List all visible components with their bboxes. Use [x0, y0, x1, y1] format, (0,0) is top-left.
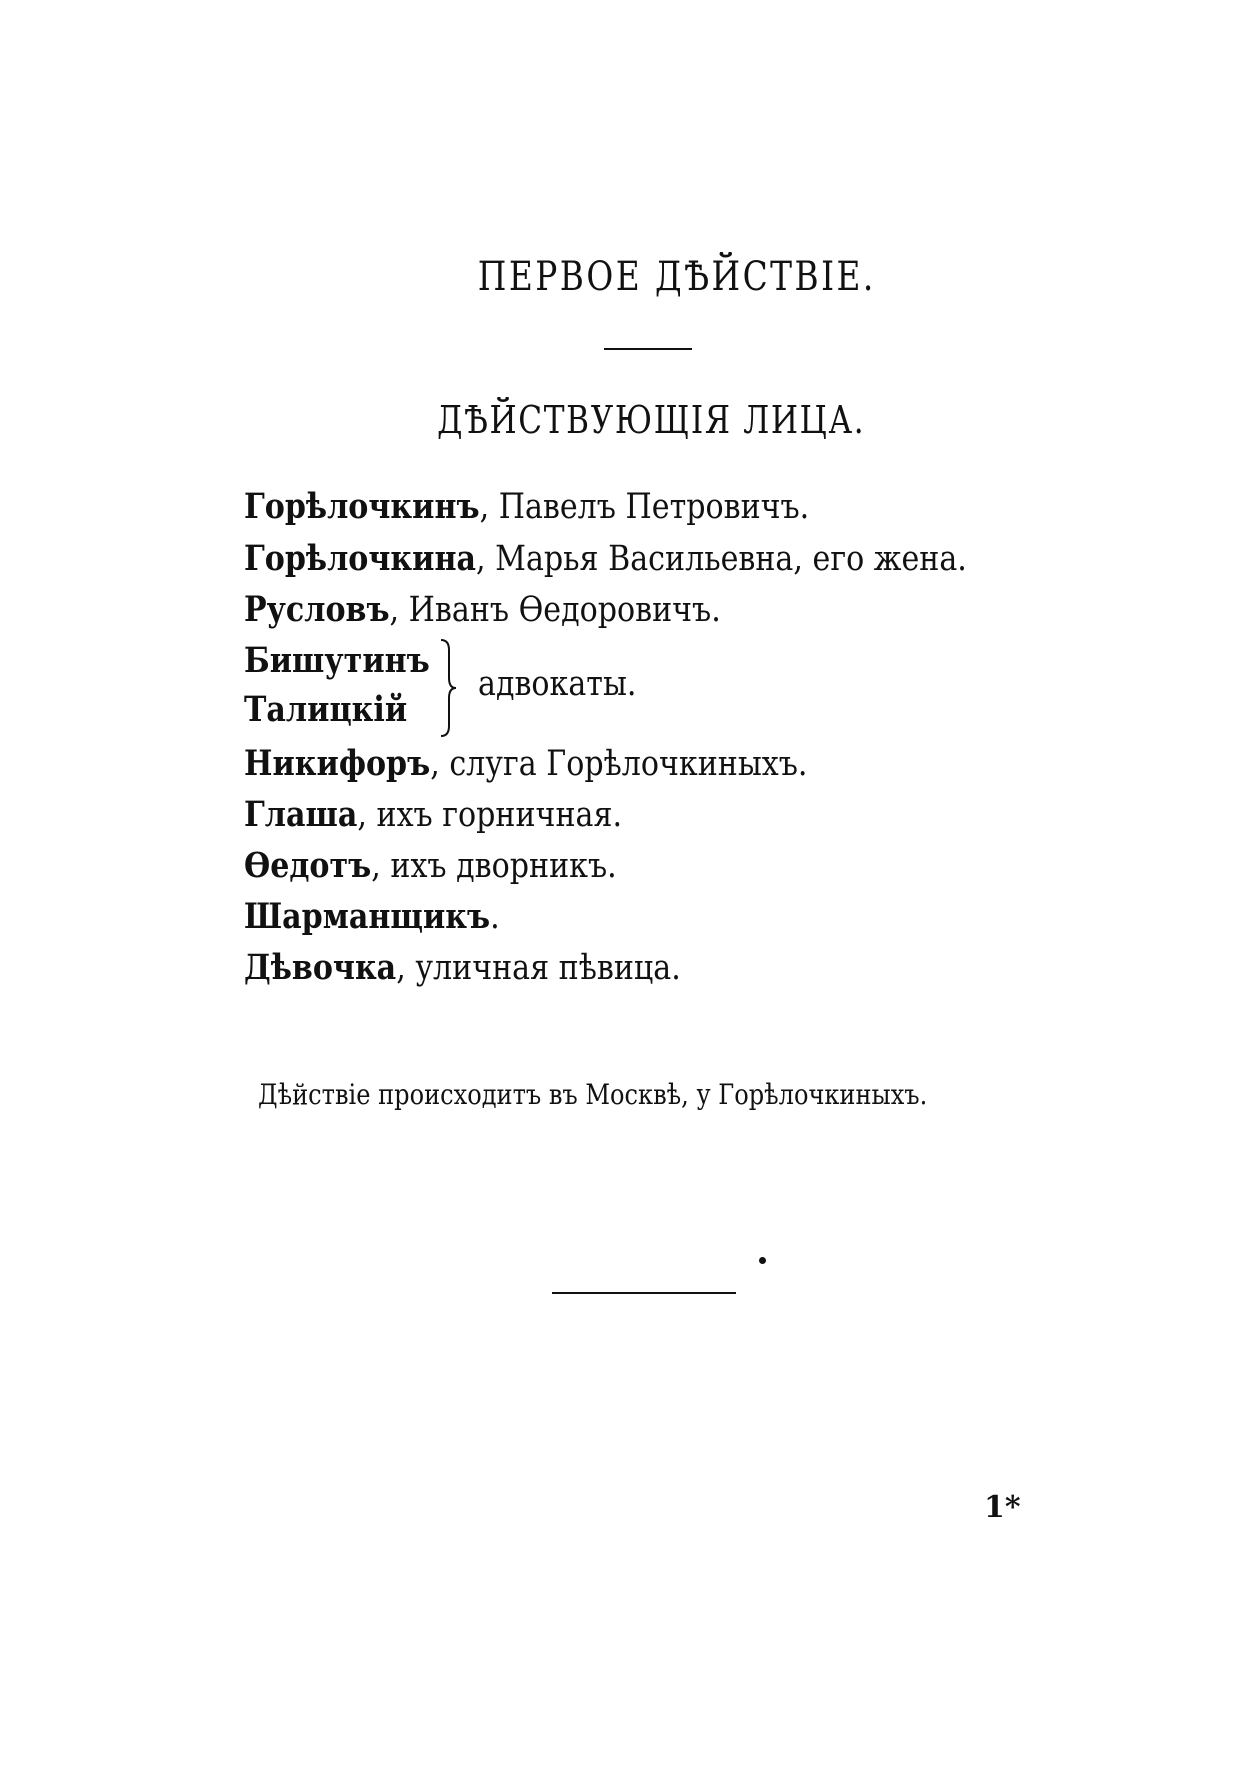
cast-entry — [244, 896, 500, 937]
character-description: , ихъ горничная. — [357, 795, 623, 835]
cast-entry — [244, 486, 809, 527]
character-description: , слуга Горѣлочкиныхъ. — [430, 744, 808, 784]
character-name: Бишутинъ — [244, 640, 430, 681]
cast-entry — [244, 589, 721, 630]
end-divider — [552, 1292, 736, 1294]
character-name: Горѣлочкина — [244, 538, 476, 579]
cast-entry — [244, 743, 808, 784]
cast-entry — [244, 538, 967, 579]
character-name: Ѳедотъ — [244, 845, 372, 886]
character-name: Горѣлочкинъ — [244, 486, 480, 527]
page-number: 1* — [984, 1490, 1021, 1525]
curly-brace-icon — [439, 638, 457, 738]
cast-entry — [244, 689, 407, 730]
cast-entry — [244, 640, 430, 681]
setting-note: Дѣйствіе происходитъ въ Москвѣ, у Горѣлочкиныхъ. — [258, 1078, 928, 1111]
cast-entry — [244, 794, 622, 835]
ink-dot — [759, 1257, 766, 1264]
character-description: , ихъ дворникъ. — [371, 846, 617, 886]
character-description: , уличная пѣвица. — [396, 948, 681, 988]
cast-entry — [244, 845, 617, 886]
character-name: Дѣвочка — [244, 947, 397, 988]
cast-entry — [244, 947, 681, 988]
brace-label: адвокаты. — [478, 664, 637, 704]
character-name: Никифоръ — [244, 743, 431, 784]
character-description: , Иванъ Ѳедоровичъ. — [389, 590, 721, 630]
cast-heading: ДѢЙСТВУЮЩІЯ ЛИЦА. — [437, 398, 866, 442]
character-name: Русловъ — [244, 589, 390, 630]
title-divider — [604, 348, 692, 350]
character-description: , Марья Васильевна, его жена. — [475, 539, 967, 579]
character-name: Талицкій — [244, 689, 408, 730]
act-title: ПЕРВОЕ ДѢЙСТВІЕ. — [477, 254, 876, 300]
character-name: Шарманщикъ — [244, 896, 491, 937]
character-description: , Павелъ Петровичъ. — [479, 487, 810, 527]
character-name: Глаша — [244, 794, 358, 835]
character-description: . — [490, 897, 500, 937]
